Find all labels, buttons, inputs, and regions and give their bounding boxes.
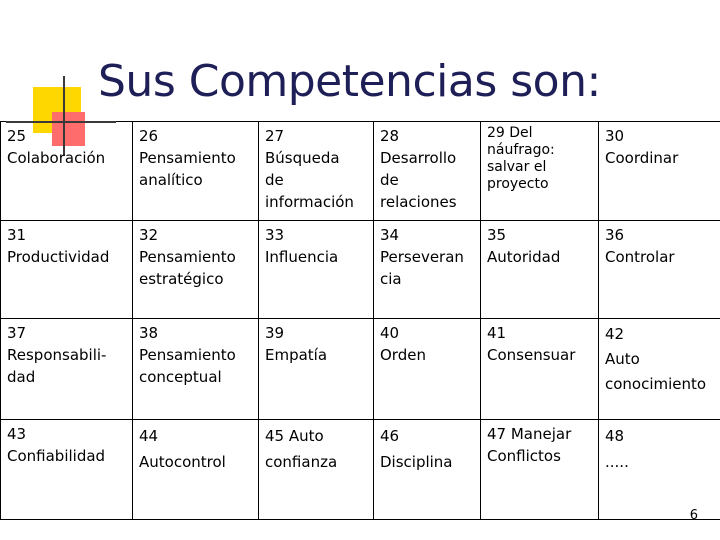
table-cell: 44 Autocontrol [133, 420, 259, 520]
table-cell: 31 Productividad [1, 221, 133, 319]
table-cell: 45 Auto confianza [259, 420, 374, 520]
slide-title: Sus Competencias son: [98, 56, 601, 107]
table-cell: 27 Búsqueda de información [259, 122, 374, 221]
table-cell: 38 Pensamiento conceptual [133, 319, 259, 420]
table-row [1, 319, 720, 420]
table-cell: 28 Desarrollo de relaciones [374, 122, 481, 221]
table-cell: 48 ..... [599, 420, 720, 520]
table-cell: 32 Pensamiento estratégico [133, 221, 259, 319]
table-cell: 42 Auto conocimiento [599, 319, 720, 420]
table-row [1, 420, 720, 520]
table-cell: 35 Autoridad [481, 221, 599, 319]
table-cell: 29 Del náufrago: salvar el proyecto [481, 122, 599, 221]
table-cell: 25 Colaboración [1, 122, 133, 221]
table-cell: 26 Pensamiento analítico [133, 122, 259, 221]
page-number: 6 [689, 508, 698, 523]
table-cell: 33 Influencia [259, 221, 374, 319]
table-cell: 36 Controlar [599, 221, 720, 319]
table-cell: 34 Perseveran cia [374, 221, 481, 319]
table-cell: 30 Coordinar [599, 122, 720, 221]
table-cell: 47 Manejar Conflictos [481, 420, 599, 520]
horizontal-line-decoration [6, 121, 116, 123]
table-cell: 39 Empatía [259, 319, 374, 420]
table-row [1, 122, 720, 221]
table-cell: 40 Orden [374, 319, 481, 420]
table-cell: 46 Disciplina [374, 420, 481, 520]
table-cell: 43 Confiabilidad [1, 420, 133, 520]
competencies-table [0, 121, 720, 520]
table-cell: 37 Responsabili- dad [1, 319, 133, 420]
table-cell: 41 Consensuar [481, 319, 599, 420]
table-row [1, 221, 720, 319]
